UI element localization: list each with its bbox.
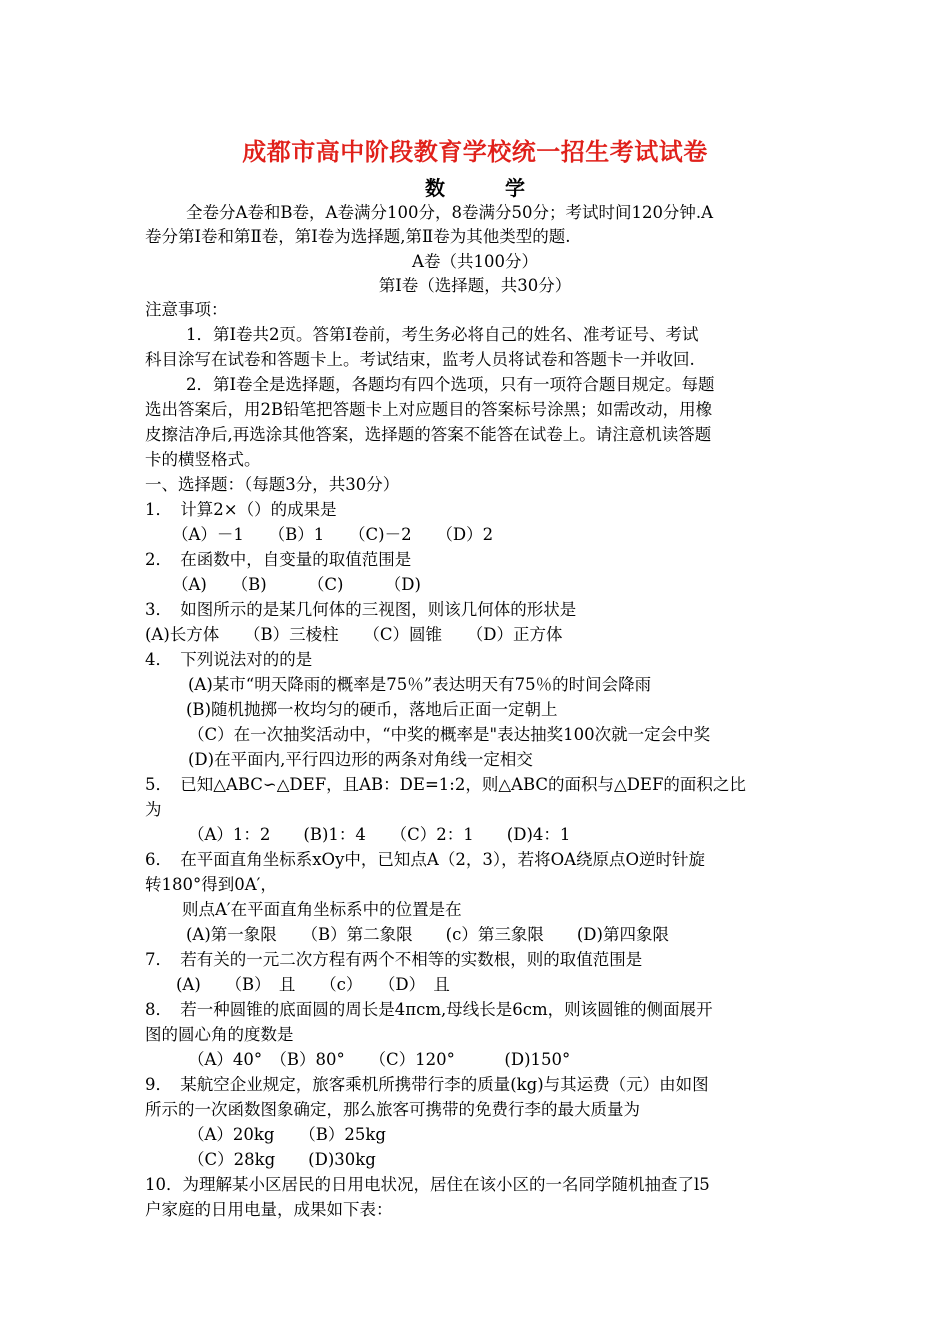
- question-4: 4． 下列说法对的的是: [145, 650, 313, 669]
- note-line: 科目涂写在试卷和答题卡上。考试结束，监考人员将试卷和答题卡一并收回.: [145, 350, 695, 369]
- question-6: 6． 在平面直角坐标系xOy中，已知点A（2，3），若将OA绕原点O逆时针旋: [145, 850, 706, 869]
- question-option: (A)某市“明天降雨的概率是75％”表达明天有75％的时间会降雨: [188, 675, 652, 694]
- section-a-heading: A卷（共100分）: [412, 252, 538, 271]
- question-9: 9． 某航空企业规定，旅客乘机所携带行李的质量(kg)与其运费（元）由如图: [145, 1075, 709, 1094]
- notes-heading: 注意事项：: [145, 300, 228, 319]
- question-5-cont: 为: [145, 800, 162, 819]
- note-line: 卡的横竖格式。: [145, 450, 261, 469]
- question-10: 10．为理解某小区居民的日用电状况，居住在该小区的一名同学随机抽查了l5: [145, 1175, 710, 1194]
- question-7: 7． 若有关的一元二次方程有两个不相等的实数根，则的取值范围是: [145, 950, 643, 969]
- question-9-cont: 所示的一次函数图象确定，那么旅客可携带的免费行李的最大质量为: [145, 1100, 640, 1119]
- question-options: (A) （B） 且 （c） （D） 且: [176, 975, 450, 994]
- question-3: 3． 如图所示的是某几何体的三视图，则该几何体的形状是: [145, 600, 577, 619]
- note-line: 选出答案后，用2B铅笔把答题卡上对应题目的答案标号涂黑；如需改动，用橡: [145, 400, 713, 419]
- question-options: (A)长方体 （B）三棱柱 （C）圆锥 （D）正方体: [145, 625, 563, 644]
- part-1-heading: 第Ⅰ卷（选择题，共30分）: [378, 276, 572, 295]
- question-options: （A) （B) （C) （D): [172, 575, 421, 594]
- note-line: 皮擦洁净后,再选涂其他答案，选择题的答案不能答在试卷上。请注意机读答题: [145, 425, 712, 444]
- exam-title: 成都市高中阶段教育学校统一招生考试试卷: [242, 137, 708, 166]
- question-option: (B)随机抛掷一枚均匀的硬币，落地后正面一定朝上: [186, 700, 558, 719]
- question-8-cont: 图的圆心角的度数是: [145, 1025, 294, 1044]
- question-options: （A）－1 （B）1 （C)－2 （D）2: [172, 525, 494, 544]
- question-option: (D)在平面内,平行四边形的两条对角线一定相交: [188, 750, 533, 769]
- question-5: 5． 已知△ABC∽△DEF，且AB：DE=1:2，则△ABC的面积与△DEF的面积之比: [145, 775, 746, 794]
- intro-line: 全卷分A卷和B卷，A卷满分100分，8卷满分50分；考试时间120分钟.A: [186, 203, 714, 222]
- section-heading: 一、选择题：（每题3分，共30分）: [145, 475, 400, 494]
- subject-heading: 数学: [425, 176, 585, 200]
- question-options: （C）28kg (D)30kg: [188, 1150, 376, 1169]
- note-line: 2．第Ⅰ卷全是选择题，各题均有四个选项，只有一项符合题目规定。每题: [186, 375, 715, 394]
- question-options: （A）20kg （B）25kg: [188, 1125, 386, 1144]
- intro-line: 卷分第Ⅰ卷和第Ⅱ卷，第Ⅰ卷为选择题,第Ⅱ卷为其他类型的题.: [145, 227, 571, 246]
- note-line: 1．第Ⅰ卷共2页。答第Ⅰ卷前，考生务必将自己的姓名、准考证号、考试: [186, 325, 699, 344]
- question-8: 8． 若一种圆锥的底面圆的周长是4πcm,母线长是6cm，则该圆锥的侧面展开: [145, 1000, 713, 1019]
- question-options: (A)第一象限 （B）第二象限 (c）第三象限 (D)第四象限: [186, 925, 669, 944]
- question-6-cont: 转180°得到0A′，: [145, 875, 277, 894]
- question-1: 1． 计算2×（）的成果是: [145, 500, 337, 519]
- question-6-cont: 则点A′在平面直角坐标系中的位置是在: [182, 900, 462, 919]
- question-option: （C）在一次抽奖活动中，“中奖的概率是"表达抽奖100次就一定会中奖: [188, 725, 711, 744]
- question-2: 2． 在函数中，自变量的取值范围是: [145, 550, 412, 569]
- question-10-cont: 户家庭的日用电量，成果如下表：: [145, 1200, 393, 1219]
- question-options: （A）40° （B）80° （C）120° (D)150°: [188, 1050, 571, 1069]
- question-options: （A）1：2 (B)1：4 （C）2：1 (D)4：1: [188, 825, 571, 844]
